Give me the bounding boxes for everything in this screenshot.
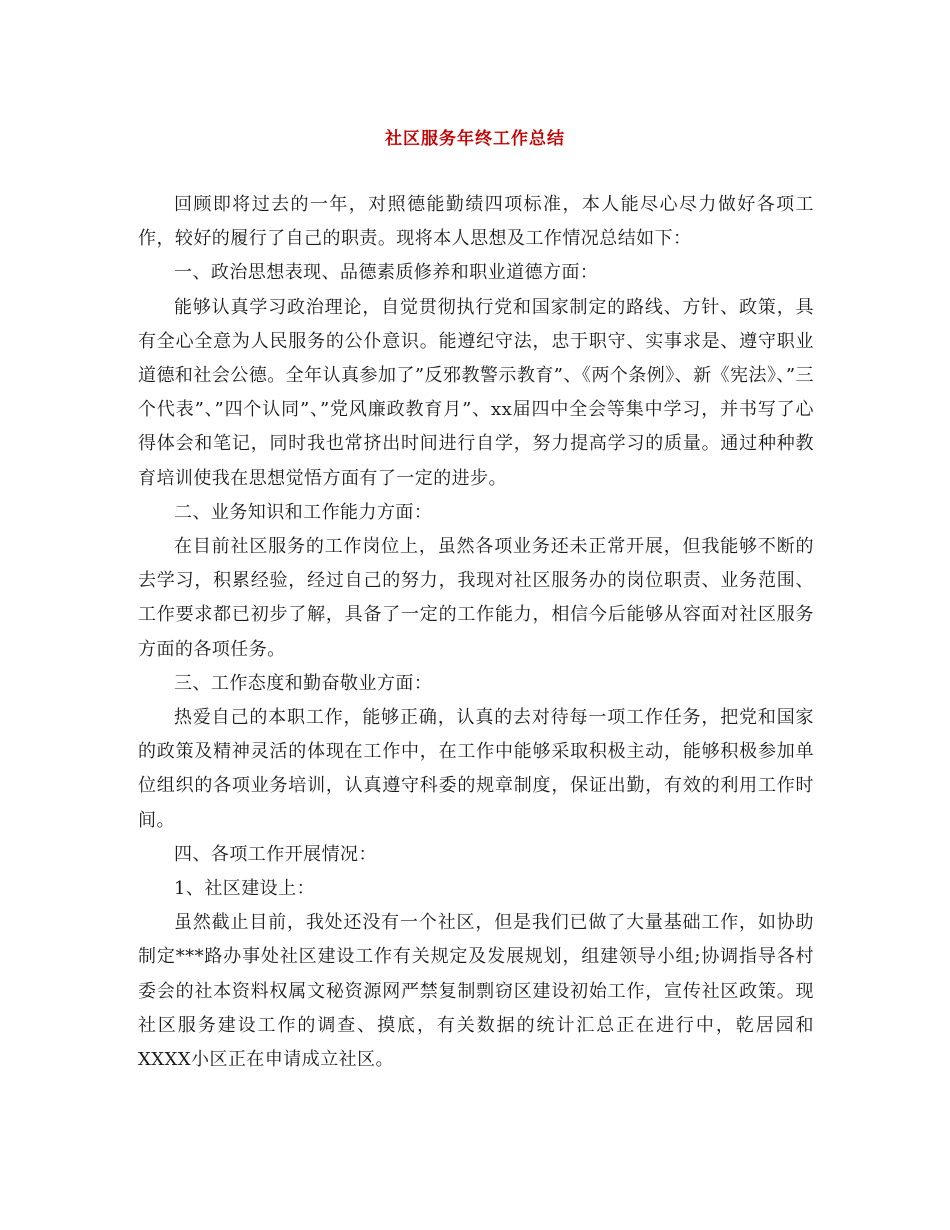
paragraph-attitude: 热爱自己的本职工作，能够正确，认真的去对待每一项工作任务，把党和国家的政策及精神灵活的体现在工作中，在工作中能够采取积极主动，能够积极参加单位组织的各项业务培训，认真遵守科委的规章制度，保证出勤，有效的利用工作时间。 [138,707,814,831]
section-heading-political: 一、政治思想表现、品德素质修养和职业道德方面： [174,262,599,284]
subsection-heading-community: 1、社区建设上： [174,878,316,900]
document-title: 社区服务年终工作总结 [385,129,565,149]
document-body [138,188,814,1077]
paragraph-community: 虽然截止目前，我处还没有一个社区，但是我们已做了大量基础工作，如协助制定***路办事处社区建设工作有关规定及发展规划，组建领导小组;协调指导各村委会的社本资料权属文秘资源网严禁复制剽窃区建设初始工作，宣传社区政策。现社区服务建设工作的调查、摸底，有关数据的统计汇总正在进行中，乾居园和XXXX小区正在申请成立社区。 [138,912,814,1071]
section-heading-work: 四、各项工作开展情况： [174,843,377,865]
paragraph-political: 能够认真学习政治理论，自觉贯彻执行党和国家制定的路线、方针、政策，具有全心全意为人民服务的公仆意识。能遵纪守法，忠于职守、实事求是、遵守职业道德和社会公德。全年认真参加了”反邪教警示教育”、《两个条例》、新《宪法》、”三个代表”、”四个认同”、”党风廉政教育月”、xx届四中全会等集中学习，并书写了心得体会和笔记，同时我也常挤出时间进行自学，努力提高学习的质量。通过种种教育培训使我在思想觉悟方面有了一定的进步。 [138,296,814,489]
paragraph-business: 在目前社区服务的工作岗位上，虽然各项业务还未正常开展，但我能够不断的去学习，积累经验，经过自己的努力，我现对社区服务办的岗位职责、业务范围、工作要求都已初步了解，具备了一定的工作能力，相信今后能够从容面对社区服务方面的各项任务。 [138,536,814,660]
section-heading-attitude: 三、工作态度和勤奋敬业方面： [174,672,433,694]
section-heading-business: 二、业务知识和工作能力方面： [174,501,433,523]
paragraph-intro: 回顾即将过去的一年，对照德能勤绩四项标准，本人能尽心尽力做好各项工作，较好的履行了自己的职责。现将本人思想及工作情况总结如下： [138,194,814,250]
